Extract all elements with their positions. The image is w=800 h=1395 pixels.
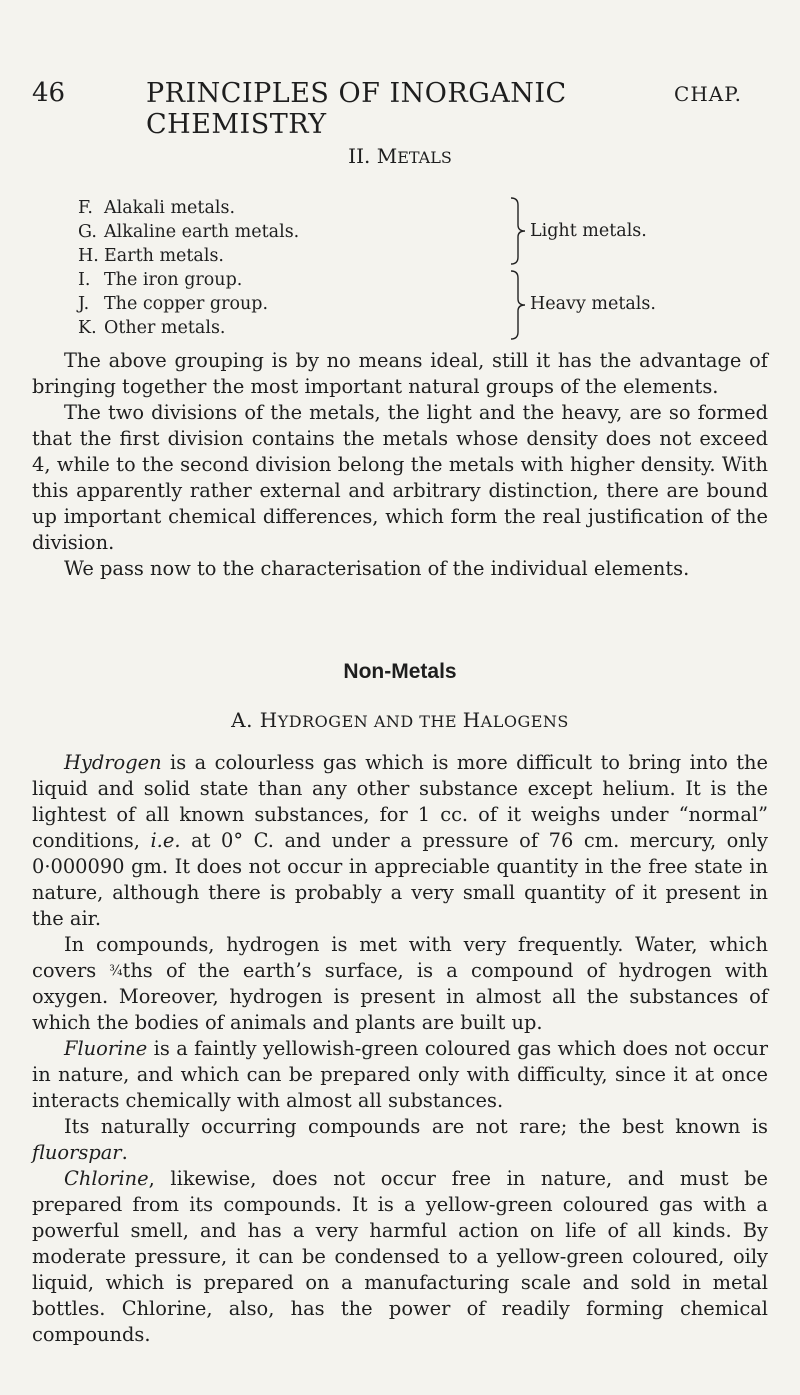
group-row xyxy=(78,292,268,316)
group-row xyxy=(78,244,224,268)
fluorine-term: Fluorine xyxy=(64,1037,148,1060)
section-title xyxy=(0,144,800,168)
element-descriptions xyxy=(32,750,768,1348)
page-number: 46 xyxy=(32,78,66,108)
group-row xyxy=(78,196,235,220)
heavy-metals-label: Heavy metals. xyxy=(530,294,656,314)
section-numeral: II. xyxy=(348,144,371,168)
light-metals-brace xyxy=(509,196,527,266)
subsection-heading xyxy=(0,708,800,732)
group-letter: J. xyxy=(78,294,90,314)
paragraph: The two divisions of the metals, the light and the heavy, are so formed that the first division contains the metals whose density does not exceed 4, while to the second division belong the metals with higher density. With this apparently rather external and arbitrary distinction, there are bound up important chemical differences, which form the real justification of the division. xyxy=(32,401,768,554)
compounds-paragraph xyxy=(32,932,768,1036)
group-letter: G. xyxy=(78,222,97,242)
group-letter: I. xyxy=(78,270,91,290)
group-row xyxy=(78,316,226,340)
hydrogen-text: is a colourless gas which is more difficult to bring into the liquid and solid state than any other substance except helium. It is the lightest of all known substances, for 1 cc. of it weighs under “normal” conditions, xyxy=(32,751,768,852)
compounds-text: In compounds, hydrogen is met with very frequently. Water, which covers xyxy=(32,933,768,982)
chlorine-paragraph xyxy=(32,1166,768,1348)
group-row xyxy=(78,268,242,292)
paragraph: We pass now to the characterisation of the individual elements. xyxy=(64,557,690,580)
fluorspar-term: fluorspar xyxy=(32,1141,122,1164)
section-title-initial: M xyxy=(376,144,398,168)
group-name: The iron group. xyxy=(104,270,243,290)
running-title: PRINCIPLES OF INORGANIC CHEMISTRY xyxy=(146,78,567,140)
group-name: Alkaline earth metals. xyxy=(104,222,300,242)
fluorine-paragraph xyxy=(32,1036,768,1114)
hydrogen-term: Hydrogen xyxy=(64,751,162,774)
group-letter: H. xyxy=(78,246,99,266)
fraction: ¾ xyxy=(109,963,123,979)
group-name: Other metals. xyxy=(104,318,226,338)
heavy-metals-brace xyxy=(509,269,527,341)
ie-term: i.e. xyxy=(150,829,181,852)
hydrogen-text: at 0° C. and under a pressure of 76 cm. mercury, only 0·000090 gm. It does not occur in appreciable quantity in the free state in nature, although there is probably a very small quantity of it present in the air. xyxy=(32,829,768,930)
subsection-heading-part: H xyxy=(462,708,481,732)
chapter-abbrev: CHAP. xyxy=(674,82,742,106)
fluorspar-text: . xyxy=(121,1141,128,1164)
group-letter: F. xyxy=(78,198,93,218)
chlorine-term: Chlorine xyxy=(64,1167,149,1190)
fluorine-text: is a faintly yellowish-green coloured gas which does not occur in nature, and which can be prepared only with difficulty, since it at once interacts chemically with almost all substances. xyxy=(32,1037,768,1112)
group-letter: K. xyxy=(78,318,97,338)
group-name: Alakali metals. xyxy=(104,198,236,218)
group-name: The copper group. xyxy=(104,294,269,314)
chlorine-text: , likewise, does not occur free in nature, and must be prepared from its compounds. It is a yellow-green coloured gas with a powerful smell, and has a very harmful action on life of all kinds. By moderate pressure, it can be condensed to a yellow-green coloured, oily liquid, which is prepared on a manufacturing scale and sold in metal bottles. Chlorine, also, has the power of readily forming chemical compounds. xyxy=(32,1167,768,1346)
group-name: Earth metals. xyxy=(104,246,224,266)
light-metals-label: Light metals. xyxy=(530,221,647,241)
page-header xyxy=(32,78,742,140)
fluorspar-text: Its naturally occurring compounds are not rare; the best known is xyxy=(64,1115,768,1138)
fluorspar-paragraph xyxy=(32,1114,768,1166)
nonmetals-heading: Non-Metals xyxy=(343,660,457,683)
group-row xyxy=(78,220,299,244)
paragraph: The above grouping is by no means ideal, still it has the advantage of bringing together the most important natural groups of the elements. xyxy=(32,349,768,398)
subsection-heading-part: A. H xyxy=(231,708,278,732)
subsection-heading-part: ALOGENS xyxy=(480,712,569,731)
hydrogen-paragraph xyxy=(32,750,768,932)
compounds-text: ths of the earth’s surface, is a compound of hydrogen with oxygen. Moreover, hydrogen is present in almost all the substances of which the bodies of animals and plants are built up. xyxy=(32,959,768,1034)
intro-text xyxy=(32,348,768,582)
section-title-rest: ETALS xyxy=(397,148,452,167)
metal-groups-list xyxy=(78,196,718,346)
subsection-heading-part: YDROGEN AND THE xyxy=(277,712,463,731)
